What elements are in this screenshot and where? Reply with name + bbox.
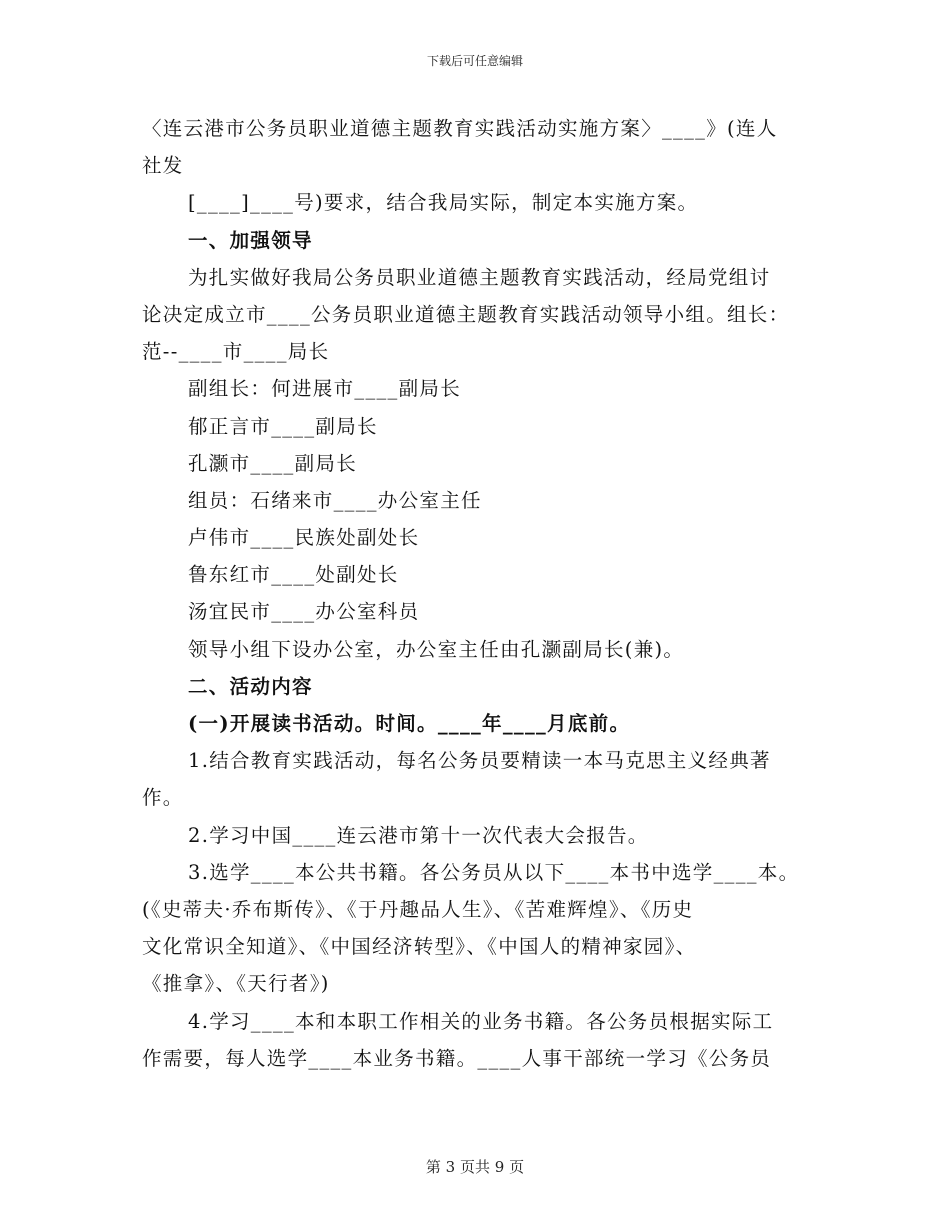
page-footer: 第 3 页共 9 页 — [425, 1158, 525, 1176]
document-body — [142, 110, 822, 1077]
text-line: 组员：石绪来市____办公室主任 — [188, 488, 482, 512]
text-line: 社发 — [142, 154, 184, 178]
section-heading: 一、加强领导 — [188, 228, 313, 252]
text-line: 卢伟市____民族处副处长 — [188, 526, 420, 550]
text-line: (《史蒂夫·乔布斯传》、《于丹趣品人生》、《苦难辉煌》、《历史 — [142, 897, 694, 921]
section-heading: 二、活动内容 — [188, 674, 313, 698]
text-line: 领导小组下设办公室，办公室主任由孔灏副局长(兼)。 — [188, 637, 685, 661]
text-line: 范--____市____局长 — [142, 340, 330, 364]
subsection-heading: (一)开展读书活动。时间。____年____月底前。 — [188, 712, 631, 735]
text-line: 作。 — [142, 786, 184, 810]
text-line: 郁正言市____副局长 — [188, 414, 378, 438]
text-line: 2.学习中国____连云港市第十一次代表大会报告。 — [188, 823, 649, 847]
text-line: 为扎实做好我局公务员职业道德主题教育实践活动，经局党组讨 — [188, 265, 771, 289]
text-line: 鲁东红市____处副处长 — [188, 563, 399, 587]
page-header: 下载后可任意编辑 — [426, 54, 523, 68]
text-line: 文化常识全知道》、《中国经济转型》、《中国人的精神家园》、 — [142, 935, 697, 959]
text-line: [____]____号)要求，结合我局实际，制定本实施方案。 — [188, 191, 699, 215]
text-line: 汤宜民市____办公室科员 — [188, 600, 420, 624]
text-line: 〈连云港市公务员职业道德主题教育实践活动实施方案〉____》(连人 — [142, 117, 778, 140]
text-line: 作需要，每人选学____本业务书籍。____人事干部统一学习《公务员 — [142, 1046, 772, 1070]
text-line: 论决定成立市____公务员职业道德主题教育实践活动领导小组。组长： — [142, 302, 790, 326]
text-line: 副组长：何进展市____副局长 — [188, 377, 461, 401]
text-line: 《推拿》、《天行者》) — [142, 972, 330, 996]
text-line: 1.结合教育实践活动，每名公务员要精读一本马克思主义经典著 — [188, 749, 771, 773]
text-line: 4.学习____本和本职工作相关的业务书籍。各公务员根据实际工 — [188, 1009, 774, 1033]
text-line: 3.选学____本公共书籍。各公务员从以下____本书中选学____本。 — [188, 860, 800, 884]
text-line: 孔灏市____副局长 — [188, 451, 357, 475]
